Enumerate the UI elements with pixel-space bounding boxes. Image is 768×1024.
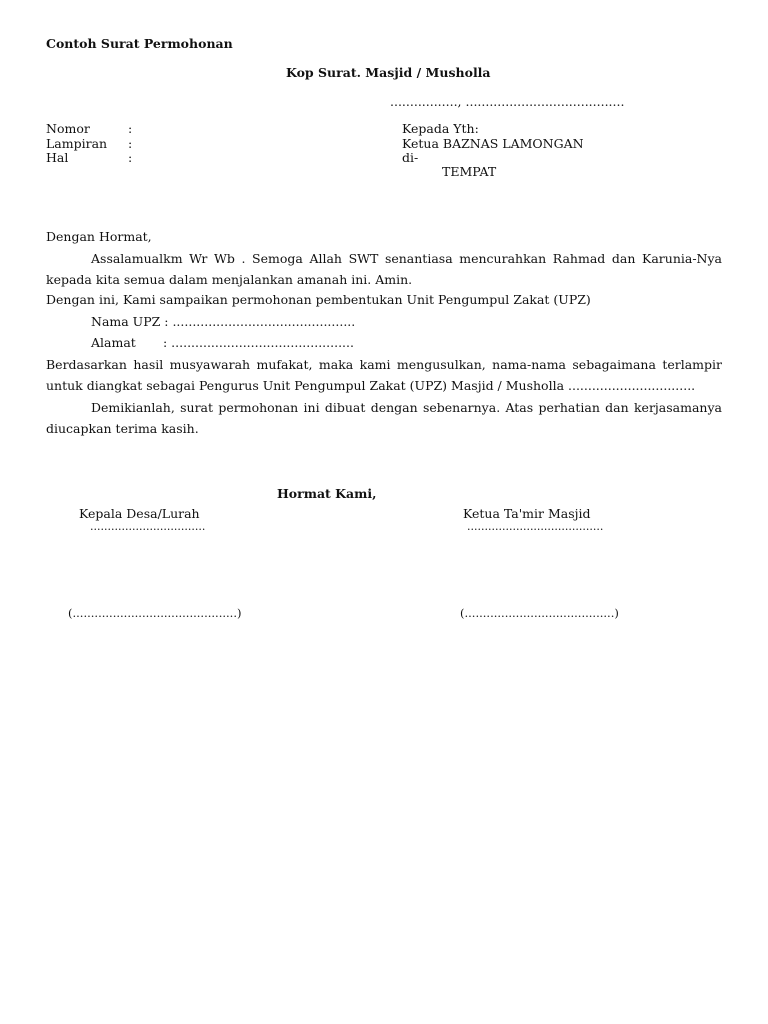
salutation: Dengan Hormat,	[46, 229, 152, 244]
paragraph-proposal: Berdasarkan hasil musyawarah mufakat, maka kami mengusulkan, nama-nama sebagaimana terlampir untuk diangkat sebagai Pengurus Unit Pengumpul Zakat (UPZ) Masjid / Musholla ................................	[46, 357, 722, 393]
alamat-label: Alamat	[91, 335, 136, 350]
closing-greeting: Hormat Kami,	[277, 486, 377, 501]
nomor-colon: :	[128, 121, 133, 136]
letterhead: Kop Surat. Masjid / Musholla	[286, 65, 491, 80]
nomor-label: Nomor	[46, 121, 90, 136]
hal-colon: :	[128, 150, 133, 165]
left-signatory-name-line: .................................	[90, 520, 206, 533]
hal-label: Hal	[46, 150, 69, 165]
recipient-line-4: TEMPAT	[442, 164, 497, 179]
recipient-line-1: Kepada Yth:	[402, 121, 479, 136]
recipient-line-3: di-	[402, 150, 419, 165]
paragraph-request: Dengan ini, Kami sampaikan permohonan pembentukan Unit Pengumpul Zakat (UPZ)	[46, 292, 591, 307]
lampiran-colon: :	[128, 136, 133, 151]
left-signatory-title: Kepala Desa/Lurah	[79, 506, 200, 521]
date-line: ................., ........................................	[390, 94, 625, 109]
recipient-line-2: Ketua BAZNAS LAMONGAN	[402, 136, 584, 151]
paragraph-closing: Demikianlah, surat permohonan ini dibuat dengan sebenarnya. Atas perhatian dan kerjasamanya diucapkan terima kasih.	[46, 400, 722, 436]
left-signature-line: (.............................................)	[68, 606, 242, 620]
right-signature-line: (.........................................)	[460, 606, 619, 620]
right-signatory-title: Ketua Ta'mir Masjid	[463, 506, 591, 521]
alamat-value: : ..............................................	[163, 335, 354, 350]
lampiran-label: Lampiran	[46, 136, 108, 151]
paragraph-opening: Assalamualkm Wr Wb . Semoga Allah SWT senantiasa mencurahkan Rahmad dan Karunia-Nya kepada kita semua dalam menjalankan amanah ini. Amin.	[46, 251, 722, 287]
document-label: Contoh Surat Permohonan	[46, 36, 233, 51]
right-signatory-name-line: .......................................	[467, 520, 604, 533]
nama-upz-line: Nama UPZ : ..............................................	[91, 314, 356, 329]
